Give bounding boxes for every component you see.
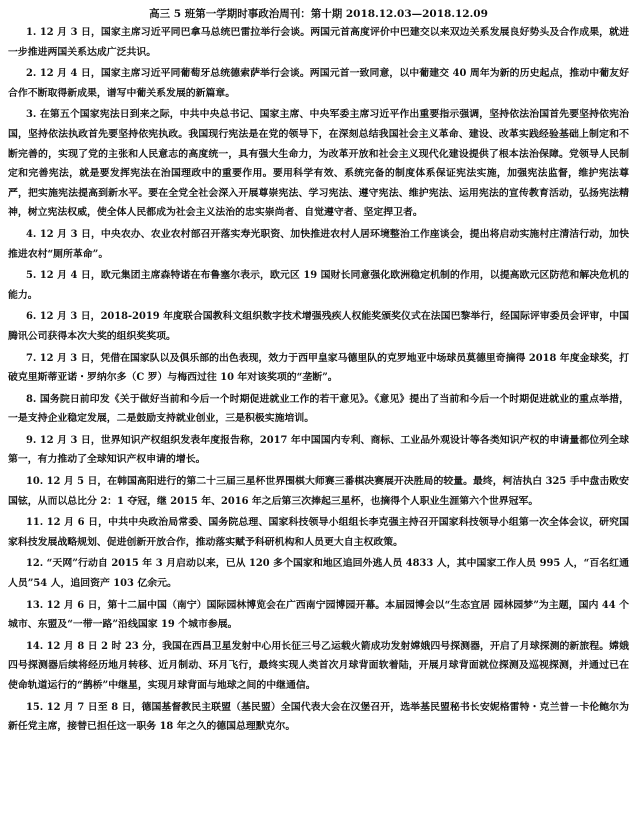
news-item-7: 7. 12 月 3 日，凭借在国家队以及俱乐部的出色表现，效力于西甲皇家马德里队的克罗地亚中场球员莫德里奇摘得 2018 年度金球奖，打破克里斯蒂亚诺・罗纳尔多（C 罗）与梅西过往 10 年对该奖项的“垄断”。 [8,352,629,384]
news-item-1: 1. 12 月 3 日，国家主席习近平同巴拿马总统巴雷拉举行会谈。两国元首高度评价中巴建交以来双边关系发展良好势头及合作成果，就进一步推进两国关系达成广泛共识。 [8,27,629,58]
news-item-11: 11. 12 月 6 日，中共中央政治局常委、国务院总理、国家科技领导小组组长李克强主持召开国家科技领导小组第一次全体会议，研究国家科技发展战略规划、促进创新开放合作，推动落实赋予科研机构和人员更大自主权政策。 [8,517,629,548]
news-item-14: 14. 12 月 8 日 2 时 23 分，我国在西昌卫星发射中心用长征三号乙运载火箭成功发射嫦娥四号探测器，开启了月球探测的新旅程。嫦娥四号探测器后续将经历地月转移、近月制动、环月飞行，最终实现人类首次月球背面软着陆，开展月球背面就位探测及巡视探测，并通过已在使命轨道运行的“鹊桥”中继星，实现月球背面与地球之间的中继通信。 [8,640,629,691]
news-item-10: 10. 12 月 5 日，在韩国高阳进行的第二十三届三星杯世界围棋大师赛三番棋决赛展开决胜局的较量。最终，柯洁执白 325 手中盘击败安国铉，从而以总比分 2：1 夺冠，继 2015 年、2016 年之后第三次捧起三星杯，也摘得个人职业生涯第六个世界冠军。 [8,476,629,507]
news-item-6: 6. 12 月 3 日，2018-2019 年度联合国教科文组织数字技术增强残疾人权能奖颁奖仪式在法国巴黎举行，经国际评审委员会评审，中国腾讯公司获得本次大奖的组织奖奖项。 [8,311,629,342]
news-item-4: 4. 12 月 3 日，中央农办、农业农村部召开落实寿光职资、加快推进农村人居环境整治工作座谈会，提出将启动实施村庄清洁行动，加快推进农村“厕所革命”。 [8,228,629,260]
news-item-8: 8. 国务院日前印发《关于做好当前和今后一个时期促进就业工作的若干意见》。《意见》提出了当前和今后一个时期促进就业的重点举措，一是支持企业稳定发展，二是鼓励支持就业创业，三是积极实施培训。 [8,393,629,425]
news-item-9: 9. 12 月 3 日，世界知识产权组织发表年度报告称，2017 年中国国内专利、商标、工业品外观设计等各类知识产权的申请量都位列全球第一，有力推动了全球知识产权申请的增长。 [8,434,629,466]
news-item-12: 12. “天网”行动自 2015 年 3 月启动以来，已从 120 多个国家和地区追回外逃人员 4833 人，其中国家工作人员 995 人，“百名红通人员”54 人，追回资产 103 亿余元。 [8,558,629,590]
news-item-3: 3. 在第五个国家宪法日到来之际，中共中央总书记、国家主席、中央军委主席习近平作出重要指示强调，坚持依法治国首先要坚持依宪治国，坚持依法执政首先要坚持依宪执政。我国现行宪法是在党的领导下，在深刻总结我国社会主义革命、建设、改革实践经验基础上制定和不断完善的，实现了党的主张和人民意志的高度统一，具有强大生命力，为改革开放和社会主义现代化建设提供了根本法治保障。党领导人民制定和完善宪法，就是要发挥宪法在治国理政中的重要作用。要用科学有效、系统完备的制度体系保证宪法实施，加强宪法监督，维护宪法尊严，把实施宪法提高到新水平。要在全党全社会深入开展尊崇宪法、学习宪法、遵守宪法、维护宪法、运用宪法的宣传教育活动，弘扬宪法精神，树立宪法权威，使全体人民都成为社会主义法治的忠实崇尚者、自觉遵守者、坚定捍卫者。 [8,109,629,219]
news-item-13: 13. 12 月 6 日，第十二届中国（南宁）国际园林博览会在广西南宁园博园开幕。本届园博会以“生态宜居 园林园梦”为主题，国内 44 个城市、东盟及“一带一路”沿线国家 19 个城市参展。 [8,599,629,631]
news-item-15: 15. 12 月 7 日至 8 日，德国基督教民主联盟（基民盟）全国代表大会在汉堡召开，选举基民盟秘书长安妮格雷特・克兰普－卡伦鲍尔为新任党主席，接替已担任这一职务 18 年之久的德国总理默克尔。 [8,701,629,733]
page-title: 高三 5 班第一学期时事政治周刊：第十期 2018.12.03—2018.12.09 [149,8,488,20]
news-item-2: 2. 12 月 4 日，国家主席习近平同葡萄牙总统德索萨举行会谈。两国元首一致同意，以中葡建交 40 周年为新的历史起点，推动中葡友好合作不断取得新成果，谱写中葡关系发展的新篇章。 [8,68,629,99]
news-item-list [8,23,629,737]
news-item-5: 5. 12 月 4 日，欧元集团主席森特诺在布鲁塞尔表示，欧元区 19 国财长同意强化欧洲稳定机制的作用，以提高欧元区防范和解决危机的能力。 [8,270,629,301]
